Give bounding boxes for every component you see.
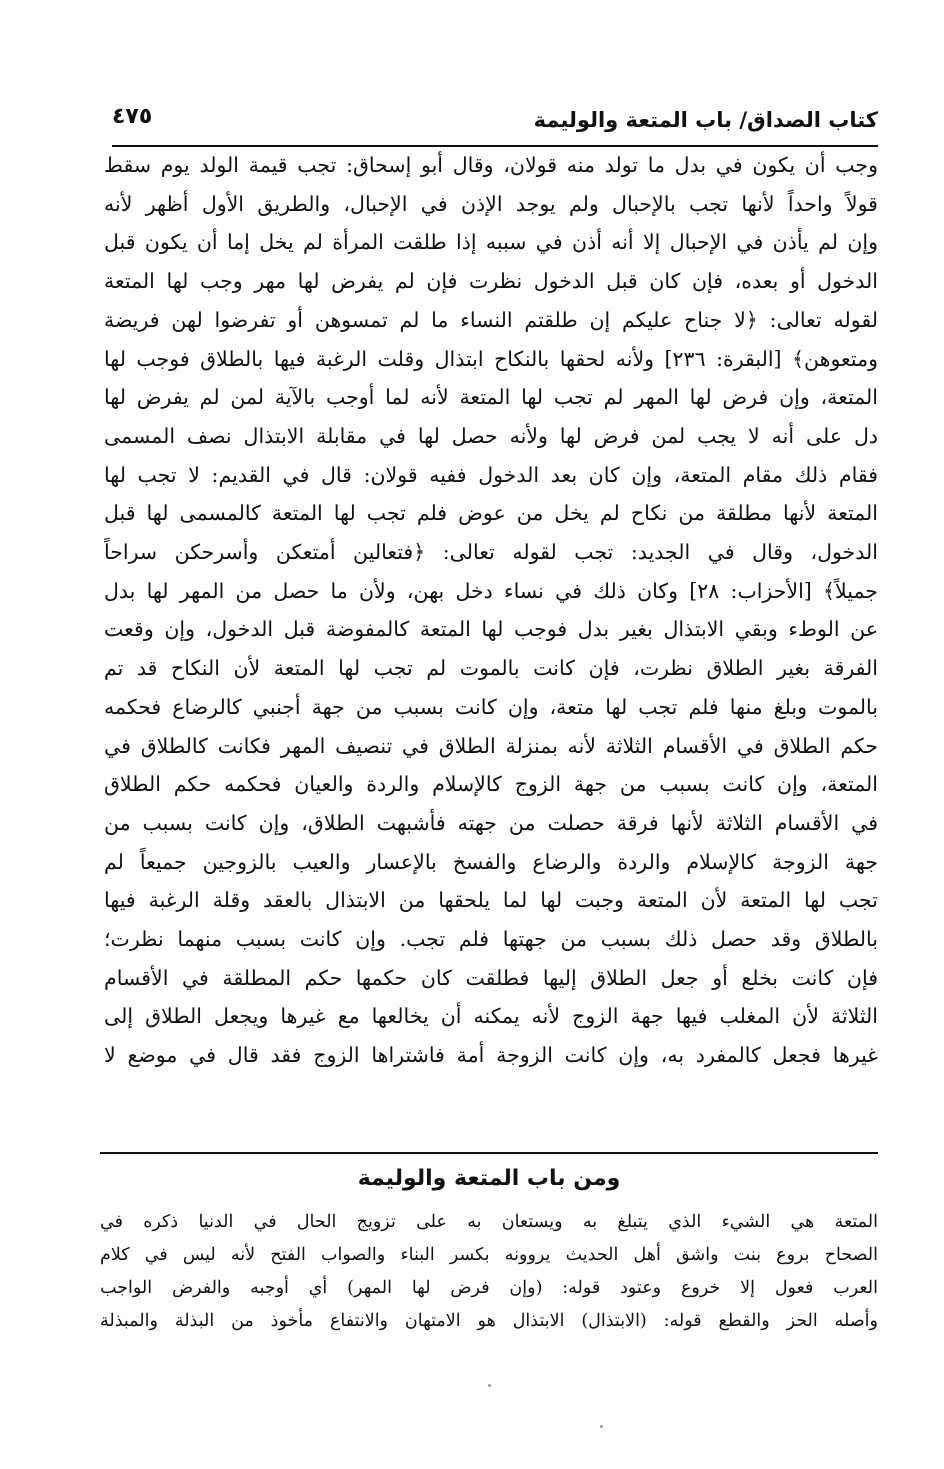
text-line: وجب أن يكون في بدل ما تولد منه قولان، وقال أبو إسحاق: تجب قيمة الولد يوم سقط: [104, 153, 878, 177]
text-line: ومتعوهن﴾ [البقرة: ٢٣٦] ولأنه لحقها بالنكاح ابتذال وقلت الرغبة فيها بالطلاق فوجب لها: [104, 346, 878, 371]
scan-speck: [600, 1425, 603, 1428]
text-line: في الأقسام الثلاثة لأنها فرقة حصلت من جهته فأشبهت الطلاق، وإن كانت بسبب من: [104, 810, 878, 835]
running-title: كتاب الصداق/ باب المتعة والوليمة: [533, 108, 878, 132]
text-line: بالموت وبلغ منها فلم تجب لها متعة، وإن كانت بسبب من جهة أجنبي كالرضاع فحكمه: [104, 694, 878, 719]
text-line: الدخول أو بعده، فإن كان قبل الدخول نظرت فإن لم يفرض لها مهر وجب لها المتعة: [104, 269, 878, 294]
text-line: حكم الطلاق في الأقسام الثلاثة لأنه بمنزلة الطلاق في تنصيف المهر فكانت كالطلاق في: [104, 733, 878, 758]
text-line: بالطلاق وقد حصل ذلك بسبب من جهتها فلم تجب. وإن كانت بسبب منهما نظرت؛: [104, 927, 878, 952]
notes-heading: ومن باب المتعة والوليمة: [357, 1166, 621, 1191]
text-line: جهة الزوجة كالإسلام والردة والرضاع والفسخ بالإعسار والعيب بالزوجين جميعاً لم: [104, 849, 878, 874]
text-line: وإن لم يأذن في الإحبال إلا أنه أذن في سببه إذا طلقت المرأة لم يخل إما أن يكون قبل: [104, 230, 878, 255]
notes-text: [100, 1206, 878, 1366]
page-number: ٤٧٥: [112, 104, 153, 129]
main-text: [104, 146, 878, 1151]
text-line: عن الوطء وبقي الابتذال بغير بدل فوجب لها المتعة كالمفوضة قبل الدخول، وإن وقعت: [104, 617, 878, 642]
text-line: فإن كانت بخلع أو جعل الطلاق إليها فطلقت كان حكمها حكم المطلقة في الأقسام: [104, 965, 878, 990]
note-line: وأصله الحز والقطع قوله: (الابتذال) الابتذال هو الامتهان والانتفاع مأخوذ من البذلة والمبذلة: [100, 1311, 878, 1331]
text-line: دل على أنه لا يجب لمن فرض لها ولأنه حصل لها في مقابلة الابتذال نصف المسمى: [104, 423, 878, 448]
note-line: المتعة هي الشيء الذي يتبلغ به ويستعان به على تزويج الحال في الدنيا ذكره في: [100, 1212, 878, 1232]
note-line: العرب فعول إلا خروع وعتود قوله: (وإن فرض لها المهر) أي أوجبه والفرض الواجب: [100, 1278, 878, 1298]
page-header: [112, 100, 878, 144]
text-line: جميلاً﴾ [الأحزاب: ٢٨] وكان ذلك في نساء دخل بهن، ولأن ما حصل من المهر لها بدل: [104, 578, 878, 603]
note-line: الصحاح بروع بنت واشق أهل الحديث يروونه بكسر البناء والصواب الفتح لأنه ليس في كلام: [100, 1245, 878, 1265]
text-line: الدخول، وقال في الجديد: تجب لقوله تعالى: ﴿فتعالين أمتعكن وأسرحكن سراحاً: [104, 540, 878, 565]
text-line: المتعة، وإن كانت بسبب من جهة الزوج كالإسلام والردة والعيان فحكمه حكم الطلاق: [104, 772, 878, 797]
text-line: قولاً واحداً لأنها تجب بالإحبال ولم يوجد الإذن في الإحبال، والطريق الأول أظهر لأنه: [104, 191, 878, 216]
text-line: فقام ذلك مقام المتعة، وإن كان بعد الدخول ففيه قولان: قال في القديم: لا تجب لها: [104, 462, 878, 487]
text-line: لقوله تعالى: ﴿لا جناح عليكم إن طلقتم النساء ما لم تمسوهن أو تفرضوا لهن فريضة: [104, 307, 878, 332]
text-line: المتعة، وإن فرض لها المهر لم تجب لها المتعة لأنه لما أوجب بالآية لمن لم يفرض لها: [104, 385, 878, 410]
text-line: تجب لها المتعة لأن المتعة وجبت لها لما يلحقها من الابتذال بالعقد وقلة الرغبة فيها: [104, 888, 878, 913]
scan-speck: [488, 1384, 491, 1387]
notes-divider: [100, 1152, 878, 1154]
text-line: الثلاثة لأن المغلب فيها جهة الزوج لأنه يمكنه أن يخالعها مع غيرها ويجعل الطلاق إلى: [104, 1004, 878, 1029]
text-line: غيرها فجعل كالمفرد به، وإن كانت الزوجة أمة فاشتراها الزوج فقد قال في موضع لا: [104, 1043, 878, 1068]
text-line: المتعة لأنها مطلقة من نكاح لم يخل من عوض فلم تجب لها المتعة كالمسمى لها قبل: [104, 501, 878, 526]
text-line: الفرقة بغير الطلاق نظرت، فإن كانت بالموت لم تجب لها المتعة لأن النكاح قد تم: [104, 656, 878, 681]
